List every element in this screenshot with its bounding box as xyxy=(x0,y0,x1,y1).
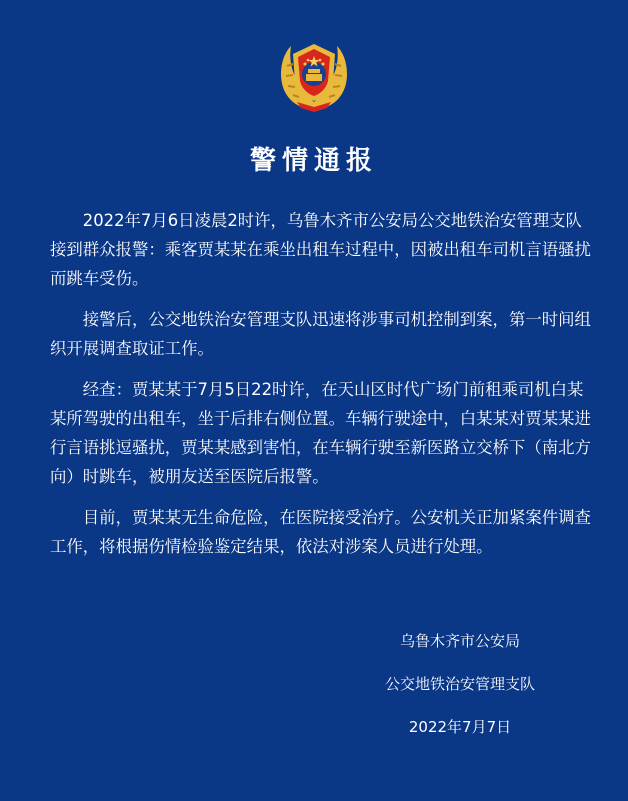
notice-title: 警情通报 xyxy=(249,146,378,176)
paragraph-3: 经查：贾某某于7月5日22时许，在天山区时代广场门前租乘司机白某某所驾驶的出租车，坐于后排右侧位置。车辆行驶途中，白某某对贾某某进行言语挑逗骚扰，贾某某感到害怕，在车辆行驶至新医路立交桥下（南北方向）时跳车，被朋友送至医院后报警。 xyxy=(50,380,591,486)
notice-body xyxy=(50,206,594,573)
paragraph-1: 2022年7月6日凌晨2时许，乌鲁木齐市公安局公交地铁治安管理支队接到群众报警：乘客贾某某在乘坐出租车过程中，因被出租车司机言语骚扰而跳车受伤。 xyxy=(50,211,591,288)
issue-date: 2022年7月7日 xyxy=(408,718,512,736)
paragraph-4: 目前，贾某某无生命危险，在医院接受治疗。公安机关正加紧案件调查工作，将根据伤情检验鉴定结果，依法对涉案人员进行处理。 xyxy=(50,508,591,556)
issuer-unit: 公交地铁治安管理支队 xyxy=(384,675,535,693)
police-emblem-icon xyxy=(275,36,353,114)
issuer-name: 乌鲁木齐市公安局 xyxy=(399,632,520,650)
signoff-block xyxy=(340,620,580,749)
paragraph-2: 接警后，公交地铁治安管理支队迅速将涉事司机控制到案，第一时间组织开展调查取证工作。 xyxy=(50,310,591,358)
